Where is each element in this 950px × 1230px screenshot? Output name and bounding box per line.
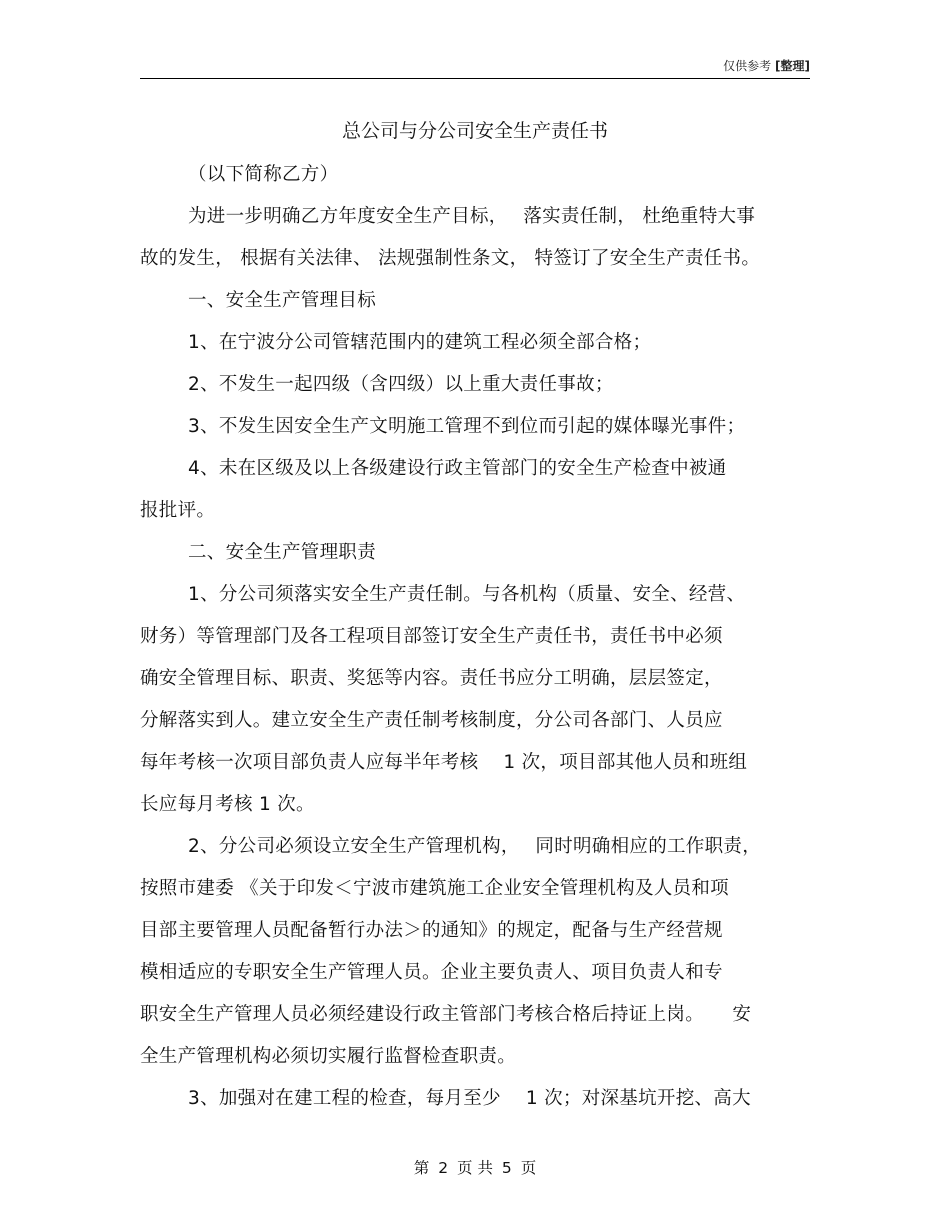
- body-line: 1、在宁波分公司管辖范围内的建筑工程必须全部合格；: [188, 332, 652, 353]
- body-line: 按照市建委 《关于印发＜宁波市建筑施工企业安全管理机构及人员和项: [140, 878, 729, 899]
- header-note: 仅供参考: [723, 59, 772, 73]
- body-line: 4、未在区级及以上各级建设行政主管部门的安全生产检查中被通: [188, 458, 727, 479]
- body-line: 2、分公司必须设立安全生产管理机构， 同时明确相应的工作职责，: [188, 836, 762, 857]
- footer-mid: 页 共: [457, 1159, 493, 1177]
- footer-page-current: 2: [438, 1159, 449, 1177]
- body-line: 1、分公司须落实安全生产责任制。与各机构（质量、安全、经营、: [188, 584, 746, 605]
- page-header: [140, 56, 810, 79]
- body-line: 一、安全生产管理目标: [188, 290, 377, 311]
- body-line: 二、安全生产管理职责: [188, 542, 377, 563]
- body-line: （以下简称乙方）: [188, 164, 339, 185]
- body-line: 3、加强对在建工程的检查，每月至少 1 次；对深基坑开挖、高大: [188, 1088, 751, 1109]
- body-line: 2、不发生一起四级（含四级）以上重大责任事故；: [188, 374, 614, 395]
- body-line: 职安全生产管理人员必须经建设行政主管部门考核合格后持证上岗。 安: [140, 1004, 752, 1025]
- body-line: 报批评。: [140, 500, 216, 521]
- footer-page-total: 5: [501, 1159, 512, 1177]
- body-line: 长应每月考核 1 次。: [140, 794, 315, 815]
- footer-prefix: 第: [413, 1159, 430, 1177]
- body-line: 分解落实到人。建立安全生产责任制考核制度，分公司各部门、人员应: [140, 710, 723, 731]
- body-line: 3、不发生因安全生产文明施工管理不到位而引起的媒体曝光事件；: [188, 416, 746, 437]
- footer-suffix: 页: [520, 1159, 537, 1177]
- page-footer: [0, 1156, 950, 1178]
- body-line: 财务）等管理部门及各工程项目部签订安全生产责任书，责任书中必须: [140, 626, 723, 647]
- body-line: 目部主要管理人员配备暂行办法＞的通知》的规定，配备与生产经营规: [140, 920, 723, 941]
- header-tag: [整理]: [775, 59, 810, 73]
- body-line: 全生产管理机构必须切实履行监督检查职责。: [140, 1046, 517, 1067]
- document-title: 总公司与分公司安全生产责任书: [341, 120, 608, 142]
- body-line: 为进一步明确乙方年度安全生产目标， 落实责任制， 杜绝重特大事: [188, 206, 756, 227]
- body-line: 模相适应的专职安全生产管理人员。企业主要负责人、项目负责人和专: [140, 962, 723, 983]
- body-line: 确安全管理目标、职责、奖惩等内容。责任书应分工明确，层层签定，: [140, 668, 723, 689]
- body-line: 每年考核一次项目部负责人应每半年考核 1 次，项目部其他人员和班组: [140, 752, 748, 773]
- body-line: 故的发生， 根据有关法律、 法规强制性条文， 特签订了安全生产责任书。: [140, 248, 761, 269]
